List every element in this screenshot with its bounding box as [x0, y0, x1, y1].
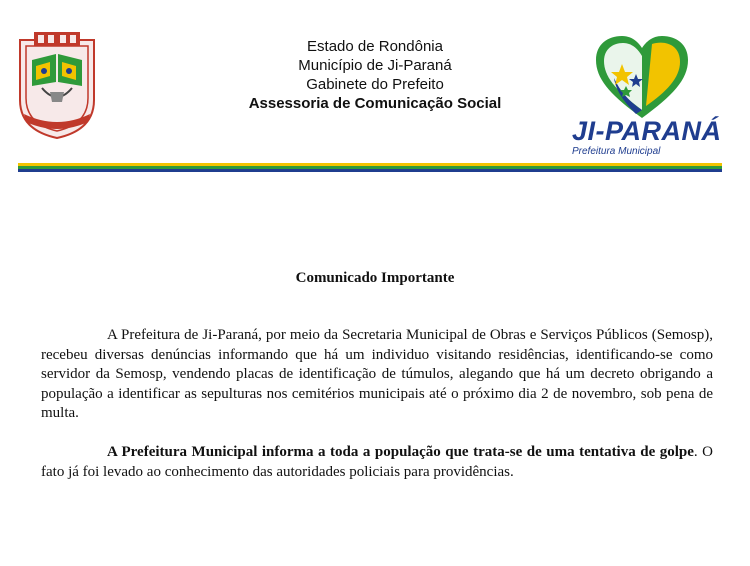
municipal-coat-of-arms-icon [14, 30, 100, 142]
notice-paragraph-2 [41, 443, 713, 482]
coat-of-arms [14, 30, 100, 142]
cabinet-line: Gabinete do Prefeito [306, 76, 444, 93]
logo-subtitle: Prefeitura Municipal [572, 146, 661, 157]
header-divider [18, 163, 722, 172]
divider-blue-stripe [18, 169, 722, 172]
header-block [200, 37, 550, 113]
municipality-line: Município de Ji-Paraná [298, 57, 452, 74]
notice-title: Comunicado Importante [295, 270, 455, 286]
notice-paragraph-1: A Prefeitura de Ji-Paraná, por meio da Secretaria Municipal de Obras e Serviços Públicos (Semosp), recebeu diversas denúncias informando que há um individuo visitando residências, identificando-se como servidor da Semosp, vendendo placas de identificação de túmulos, alegando que há um decreto obrigando a população a identificar as sepulturas nos cemitérios municipais até o próximo dia 2 de novembro, sob pena de multa. [41, 327, 713, 421]
police-statement: . O fato já foi levado ao conhecimento das autoridades policiais para providências. [41, 444, 713, 480]
city-logo [572, 34, 722, 160]
logo-name: JI-PARANÁ [572, 116, 722, 146]
state-line: Estado de Rondônia [307, 38, 443, 55]
department-line: Assessoria de Comunicação Social [248, 95, 502, 112]
warning-statement: A Prefeitura Municipal informa a toda a população que trata-se de uma tentativa de golpe [107, 444, 694, 460]
heart-stars-icon [592, 34, 692, 120]
